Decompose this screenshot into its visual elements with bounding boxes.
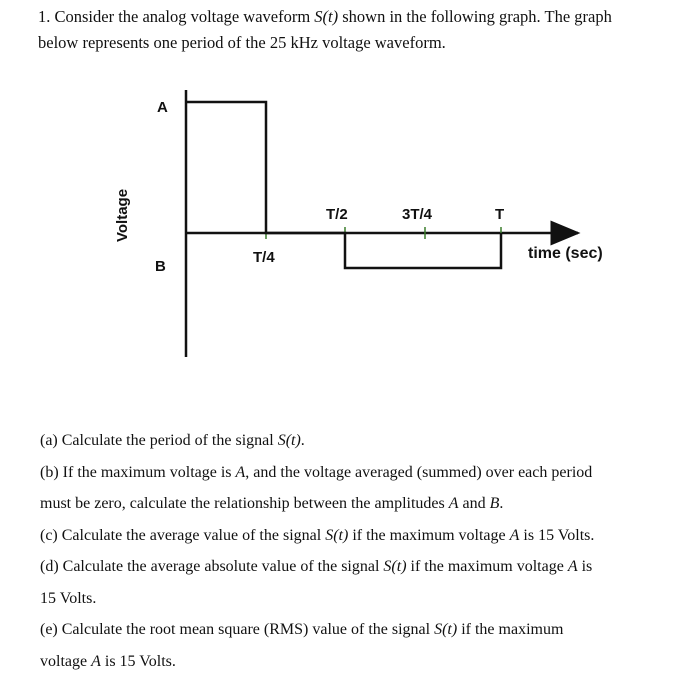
waveform-line bbox=[186, 102, 501, 268]
tick-label-t4: T/4 bbox=[253, 249, 275, 266]
part-e: (e) Calculate the root mean square (RMS) value of the signal S(t) if the maximum bbox=[40, 614, 690, 646]
waveform-graph bbox=[0, 80, 700, 380]
question-line-1: 1. Consider the analog voltage waveform S(t) shown in the following graph. The graph bbox=[38, 4, 698, 30]
part-b-line-2: must be zero, calculate the relationship between the amplitudes A and B. bbox=[40, 488, 690, 520]
question-number: 1. bbox=[38, 7, 50, 26]
signal-name: S(t) bbox=[314, 7, 338, 26]
sub-questions bbox=[40, 425, 690, 677]
question-line-2: below represents one period of the 25 kHz voltage waveform. bbox=[38, 30, 698, 56]
part-d: (d) Calculate the average absolute value of the signal S(t) if the maximum voltage A is bbox=[40, 551, 690, 583]
question-intro bbox=[38, 4, 698, 56]
tick-label-3t4: 3T/4 bbox=[402, 206, 433, 223]
tick-label-t2: T/2 bbox=[326, 206, 348, 223]
level-low-label: B bbox=[155, 258, 166, 275]
tick-label-t: T bbox=[495, 206, 504, 223]
x-axis-label: time (sec) bbox=[528, 245, 603, 262]
level-high-label: A bbox=[157, 99, 168, 116]
waveform-svg bbox=[0, 80, 700, 380]
part-c: (c) Calculate the average value of the signal S(t) if the maximum voltage A is 15 Volts. bbox=[40, 520, 690, 552]
part-e-line-2: voltage A is 15 Volts. bbox=[40, 646, 690, 677]
part-a: (a) Calculate the period of the signal S(t). bbox=[40, 425, 690, 457]
part-d-line-2: 15 Volts. bbox=[40, 583, 690, 615]
part-b: (b) If the maximum voltage is A, and the voltage averaged (summed) over each period bbox=[40, 457, 690, 489]
y-axis-label: Voltage bbox=[114, 189, 131, 242]
